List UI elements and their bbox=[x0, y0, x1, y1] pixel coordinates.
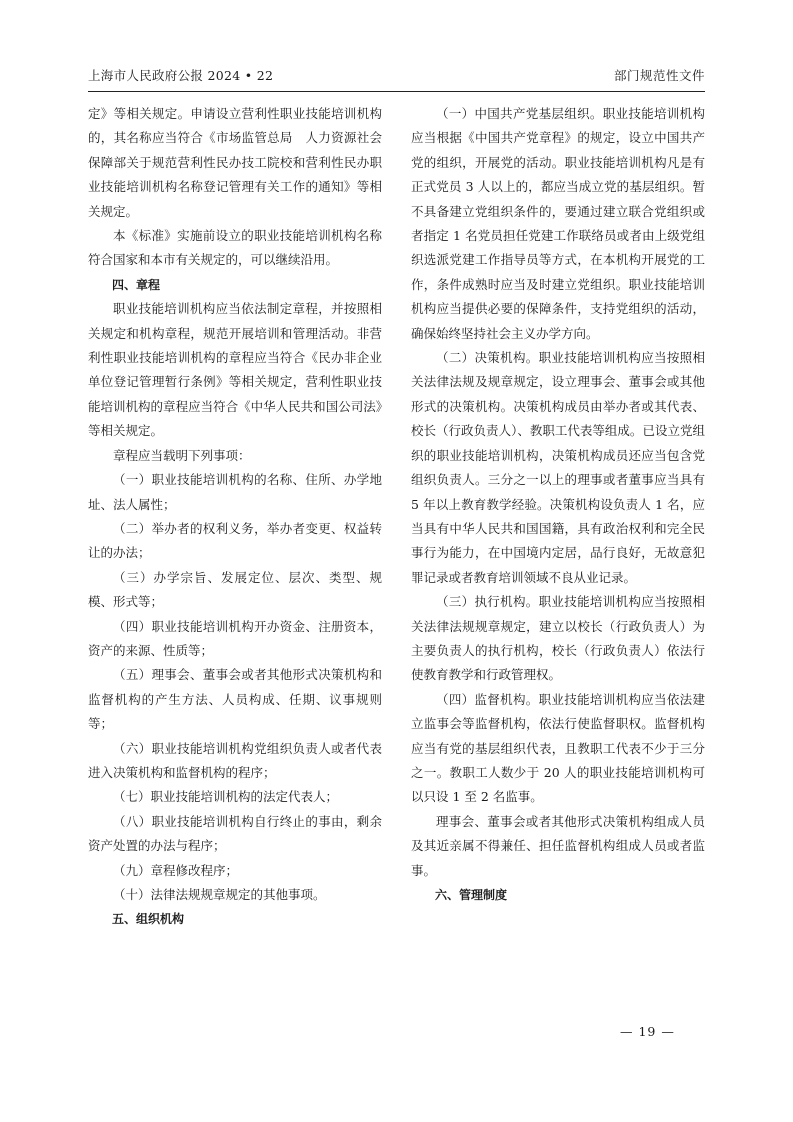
right-paragraph: （一）中国共产党基层组织。职业技能培训机构应当根据《中国共产党章程》的规定，设立中国共产党的组织，开展党的活动。职业技能培训机构凡是有正式党员 3 人以上的，都应当成立党的基层组织。暂不具备建立党组织条件的，要通过建立联合党组织或者指定 1 名党员担任党建工作联络员或者由上级党组织选派党建工作指导员等方式，在本机构开展党的工作，条件成熟时应当及时建立党组织。职业技能培训机构应当提供必要的保障条件，支持党组织的活动，确保始终坚持社会主义办学方向。 bbox=[411, 106, 705, 341]
right-text-column bbox=[411, 102, 705, 907]
section-title: 部门规范性文件 bbox=[613, 68, 705, 83]
left-section-heading: 四、章程 bbox=[112, 277, 161, 292]
left-paragraph: （六）职业技能培训机构党组织负责人或者代表进入决策机构和监督机构的程序； bbox=[88, 740, 382, 780]
right-paragraph: （二）决策机构。职业技能培训机构应当按照相关法律法规及规章规定，设立理事会、董事会或其他形式的决策机构。决策机构成员由举办者或其代表、校长（行政负责人）、教职工代表等组成。已设立党组织的职业技能培训机构，决策机构成员还应当包含党组织负责人。三分之一以上的理事或者董事应当具有 5 年以上教育教学经验。决策机构设负责人 1 名，应当具有中华人民共和国国籍，具有政治权利和完全民事行为能力，在中国境内定居，品行良好，无故意犯罪记录或者教育培训领域不良从业记录。 bbox=[411, 350, 705, 585]
left-text-column bbox=[88, 102, 382, 932]
left-paragraph: （九）章程修改程序； bbox=[113, 862, 239, 878]
left-paragraph: 本《标准》实施前设立的职业技能培训机构名称符合国家和本市有关规定的，可以继续沿用。 bbox=[88, 228, 382, 268]
right-paragraph: 理事会、董事会或者其他形式决策机构组成人员及其近亲属不得兼任、担任监督机构组成人员或者监事。 bbox=[411, 813, 705, 878]
left-paragraph: 定》等相关规定。申请设立营利性职业技能培训机构的，其名称应当符合《市场监管总局 人力资源社会保障部关于规范营利性民办技工院校和营利性民办职业技能培训机构名称登记管理有关工作的通知》等相关规定。 bbox=[88, 106, 382, 219]
left-paragraph: （二）举办者的权利义务，举办者变更、权益转让的办法； bbox=[88, 520, 382, 561]
right-paragraph: （三）执行机构。职业技能培训机构应当按照相关法律法规规章规定，建立以校长（行政负责人）为主要负责人的执行机构，校长（行政负责人）依法行使教育教学和行政管理权。 bbox=[411, 594, 705, 683]
left-paragraph: 章程应当载明下列事项： bbox=[113, 447, 251, 463]
right-section-heading: 六、管理制度 bbox=[435, 888, 508, 902]
header-divider bbox=[88, 91, 705, 92]
publication-title: 上海市人民政府公报 2024 • 22 bbox=[88, 68, 274, 83]
page-header bbox=[88, 66, 705, 88]
page-number: — 19 — bbox=[620, 1024, 675, 1039]
left-paragraph: 职业技能培训机构应当依法制定章程，并按照相关规定和机构章程，规范开展培训和管理活动。非营利性职业技能培训机构的章程应当符合《民办非企业单位登记管理暂行条例》等相关规定，营利性职业技能培训机构的章程应当符合《中华人民共和国公司法》等相关规定。 bbox=[88, 301, 382, 439]
left-paragraph: （一）职业技能培训机构的名称、住所、办学地址、法人属性； bbox=[88, 472, 382, 512]
left-paragraph: （十）法律法规规章规定的其他事项。 bbox=[113, 887, 326, 902]
right-paragraph: （四）监督机构。职业技能培训机构应当依法建立监事会等监督机构，依法行使监督职权。监督机构应当有党的基层组织代表，且教职工代表不少于三分之一。教职工人数少于 20 人的职业技能培训机构可以只设 1 至 2 名监事。 bbox=[411, 691, 705, 805]
left-paragraph: （四）职业技能培训机构开办资金、注册资本，资产的来源、性质等； bbox=[88, 618, 382, 658]
left-paragraph: （三）办学宗旨、发展定位、层次、类型、规模、形式等； bbox=[88, 569, 382, 610]
left-section-heading: 五、组织机构 bbox=[112, 912, 185, 927]
left-paragraph: （七）职业技能培训机构的法定代表人； bbox=[113, 789, 339, 805]
left-paragraph: （八）职业技能培训机构自行终止的事由，剩余资产处置的办法与程序； bbox=[88, 813, 382, 854]
left-paragraph: （五）理事会、董事会或者其他形式决策机构和监督机构的产生方法、人员构成、任期、议事规则等； bbox=[88, 667, 382, 732]
